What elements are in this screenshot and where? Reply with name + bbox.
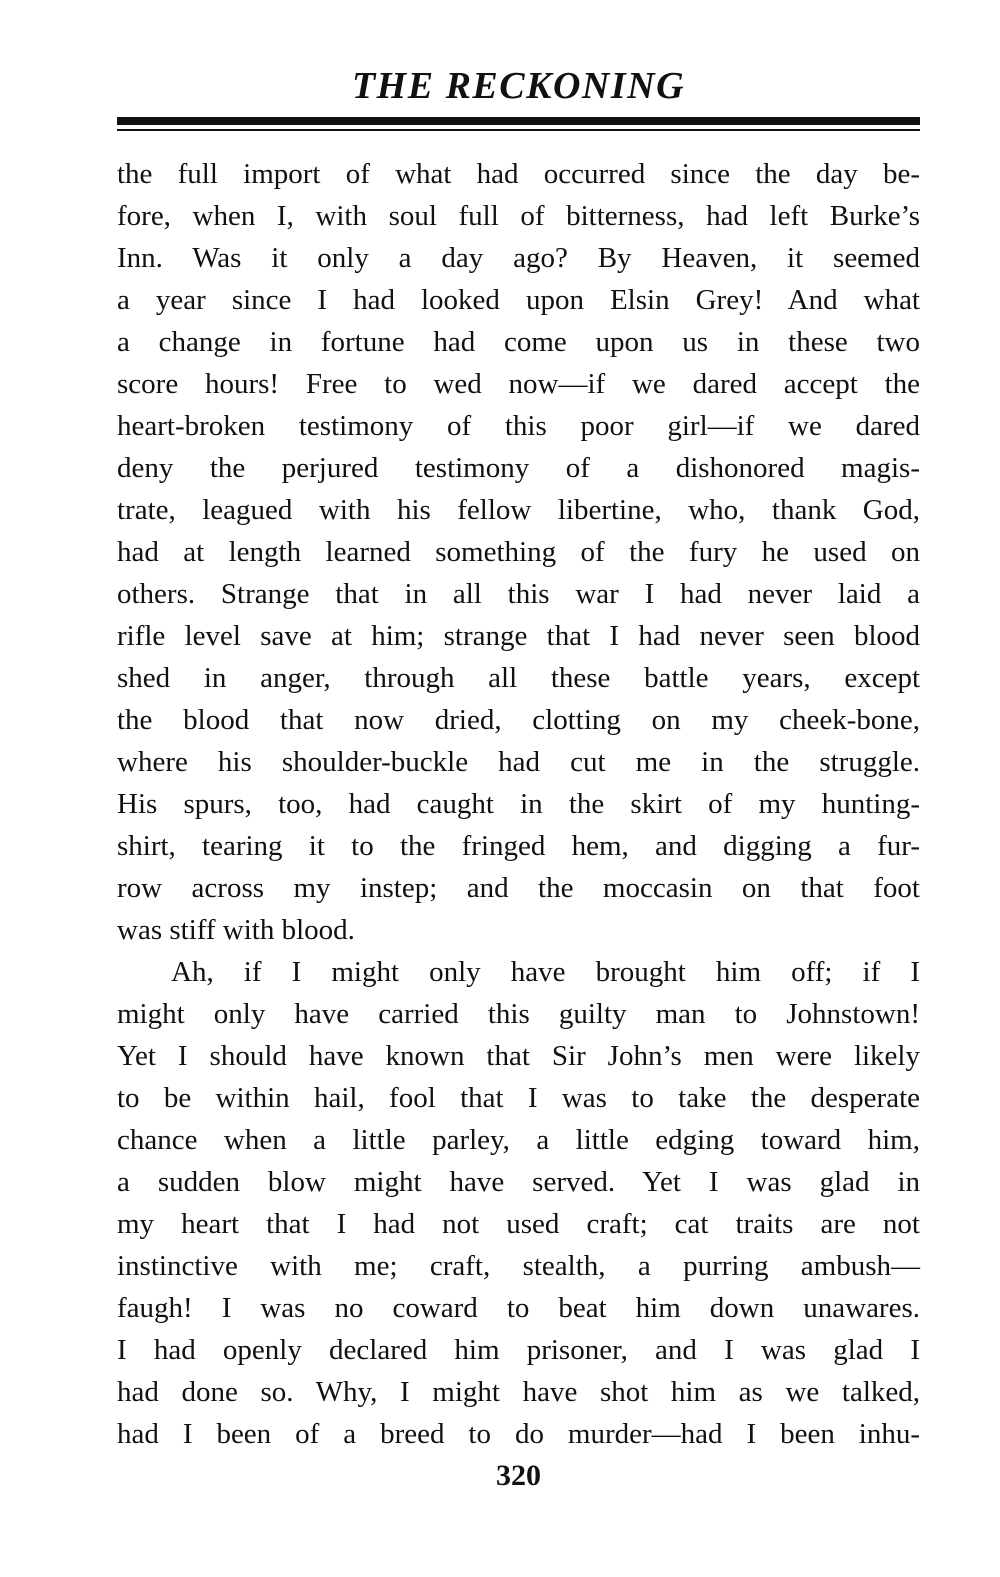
text-line: His spurs, too, had caught in the skirt of my hunting- [117, 788, 920, 820]
text-line: my heart that I had not used craft; cat traits are not [117, 1208, 920, 1240]
text-line: faugh! I was no coward to beat him down unawares. [117, 1292, 920, 1324]
text-line: a year since I had looked upon Elsin Grey! And what [117, 284, 920, 316]
text-line: a change in fortune had come upon us in these two [117, 326, 920, 358]
text-line: shirt, tearing it to the fringed hem, and digging a fur- [117, 830, 920, 862]
text-line: score hours! Free to wed now—if we dared accept the [117, 368, 920, 400]
text-line: had I been of a breed to do murder—had I been inhu- [117, 1418, 920, 1450]
text-line: where his shoulder-buckle had cut me in the struggle. [117, 746, 920, 778]
text-line: others. Strange that in all this war I had never laid a [117, 578, 920, 610]
text-line: Inn. Was it only a day ago? By Heaven, it seemed [117, 242, 920, 274]
text-line: fore, when I, with soul full of bitterness, had left Burke’s [117, 200, 920, 232]
text-line: chance when a little parley, a little edging toward him, [117, 1124, 920, 1156]
text-line: deny the perjured testimony of a dishonored magis- [117, 452, 920, 484]
text-line: the blood that now dried, clotting on my cheek-bone, [117, 704, 920, 736]
text-line: had at length learned something of the fury he used on [117, 536, 920, 568]
header-rule-thin [117, 129, 920, 131]
header-rule-thick [117, 117, 920, 125]
text-line: I had openly declared him prisoner, and I was glad I [117, 1334, 920, 1366]
body-text [117, 153, 920, 1455]
text-line: rifle level save at him; strange that I had never seen blood [117, 620, 920, 652]
text-line: a sudden blow might have served. Yet I was glad in [117, 1166, 920, 1198]
text-line: row across my instep; and the moccasin on that foot [117, 872, 920, 904]
text-line: Ah, if I might only have brought him off; if I [171, 956, 920, 988]
text-line: might only have carried this guilty man to Johnstown! [117, 998, 920, 1030]
text-line: Yet I should have known that Sir John’s men were likely [117, 1040, 920, 1072]
page-number: 320 [496, 1459, 541, 1492]
paragraph-1 [117, 153, 920, 951]
text-line: instinctive with me; craft, stealth, a purring ambush— [117, 1250, 920, 1282]
text-line: trate, leagued with his fellow libertine, who, thank God, [117, 494, 920, 526]
text-line: heart-broken testimony of this poor girl—if we dared [117, 410, 920, 442]
text-line: shed in anger, through all these battle years, except [117, 662, 920, 694]
paragraph-2 [117, 951, 920, 1455]
text-line: the full import of what had occurred since the day be- [117, 158, 920, 190]
text-line: to be within hail, fool that I was to take the desperate [117, 1082, 920, 1114]
text-line: was stiff with blood. [117, 914, 355, 946]
text-line: had done so. Why, I might have shot him as we talked, [117, 1376, 920, 1408]
running-head-title: THE RECKONING [351, 65, 686, 107]
